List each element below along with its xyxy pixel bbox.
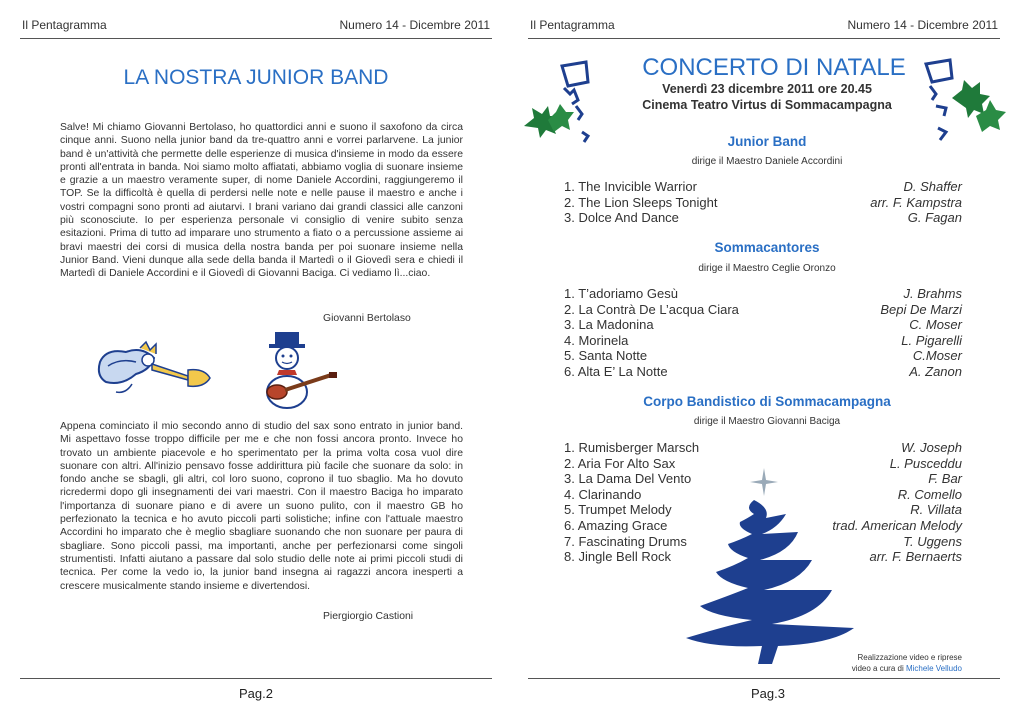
piece-title: 7. Fascinating Drums — [564, 533, 687, 549]
piece-title: 4. Morinela — [564, 332, 629, 348]
section-director: dirige il Maestro Giovanni Baciga — [693, 416, 841, 427]
christmas-tree-icon — [682, 498, 862, 664]
piece-composer: arr. F. Bernaerts — [869, 549, 962, 565]
program-item — [564, 286, 962, 302]
piece-title: 5. Santa Notte — [564, 348, 648, 364]
section-title-sommacantores: Sommacantores — [714, 240, 820, 255]
piece-title: 1. The Invicible Warrior — [564, 179, 697, 194]
piece-title: 1. T’adoriamo Gesù — [564, 286, 678, 301]
header-rule — [528, 38, 1000, 39]
video-credit — [852, 652, 962, 674]
piece-composer: D. Shaffer — [903, 179, 962, 194]
piece-composer: J. Brahms — [903, 286, 962, 301]
piece-composer: F. Bar — [928, 471, 962, 487]
footer-rule — [20, 678, 492, 679]
credit-name: Michele Velludo — [905, 664, 962, 673]
piece-title: 3. La Dama Del Vento — [564, 471, 692, 487]
concert-date: Venerdì 23 dicembre 2011 ore 20.45 — [662, 82, 872, 96]
piece-title: 2. La Contrà De L’acqua Ciara — [564, 301, 739, 317]
header-rule — [20, 38, 492, 39]
piece-title: 6. Alta E’ La Notte — [564, 363, 668, 379]
page-right — [512, 0, 1024, 725]
credit-line: Realizzazione video e riprese — [857, 653, 962, 662]
piece-composer: trad. American Melody — [832, 517, 962, 533]
article-paragraph-1: Salve! Mi chiamo Giovanni Bertolaso, ho quattordici anni e suono il saxofono da circa cinque anni. Suono nella junior band da tre-quattro anni e vorrei parlarvene. La junior band è un'attività che permette delle esperienze di musica d'insieme in modo da essere pronti all'entrata in banda. Noi siamo molto affiatati, abbiamo voglia di suonare insieme e grazie a un maestro veramente super, di nome Daniele Accordini, raggiungeremo il TOP. Se la difficoltà è quella di perdersi nelle note e nelle pause il maestro e anche i vostri compagni sono pronti ad aiutarvi. I brani variano dai grandi classici alle canzoni più sconosciute. Io per esperienza personale vi consiglio di venire subito senza esitazioni. Prima di tutto ad imparare uno strumento a fiato o a percussione assieme ai bravi maestri dei corsi di musica della nostra banda per poi suonare insieme nella Junior Band. Vieni dunque alla sede della banda il Martedì o il Giovedì sera e chiedi il Martedì di Daniele Accordini e il Giovedì di Giovanni Baciga. Ci vediamo lì...ciao. — [60, 122, 463, 280]
trumpet-angel-icon — [92, 340, 217, 400]
program-item — [564, 195, 962, 211]
program-item — [564, 210, 962, 226]
page-number: Pag.3 — [751, 686, 785, 701]
header-publication: Il Pentagramma — [22, 18, 107, 32]
article-title: LA NOSTRA JUNIOR BAND — [123, 66, 389, 89]
section-director: dirige il Maestro Daniele Accordini — [691, 156, 843, 167]
program-list-sommacantores — [564, 286, 962, 380]
author-signature-2: Piergiorgio Castioni — [323, 611, 414, 622]
piece-composer: A. Zanon — [909, 363, 962, 379]
piece-title: 4. Clarinando — [564, 486, 642, 502]
footer-rule — [528, 678, 1000, 679]
program-item — [564, 333, 962, 349]
music-note-holly-icon — [520, 60, 592, 150]
piece-composer: L. Pusceddu — [889, 455, 962, 471]
snowman-guitar-icon — [255, 330, 345, 410]
credit-prefix: video a cura di — [851, 664, 904, 673]
piece-title: 6. Amazing Grace — [564, 517, 668, 533]
piece-composer: C.Moser — [912, 348, 962, 364]
author-signature-1: Giovanni Bertolaso — [323, 313, 411, 324]
piece-title: 1. Rumisberger Marsch — [564, 440, 700, 455]
concert-venue: Cinema Teatro Virtus di Sommacampagna — [642, 98, 892, 112]
piece-composer: C. Moser — [909, 317, 962, 333]
star-icon — [750, 468, 778, 496]
piece-composer: Bepi De Marzi — [880, 301, 962, 317]
article-paragraph-2: Appena cominciato il mio secondo anno di studio del sax sono entrato in junior band. Mi aspettavo fosse troppo difficile per me e che non fossi ancora pronto. Invece ho trovato un ambiente piacevole e ho sperimentato per la prima volta cosa vuol dire suonare con altri. All'inizio pensavo fosse addirittura più facile che suonare da solo: in fondo anche se sbagli, gli altri, col loro suono, coprono il tuo sbaglio. Ma ho dovuto ricredermi dopo gli insegnamenti dei vari maestri. Con il maestro Baciga ho imparato l'importanza di suonare piano e di avere un suono pulito, con il maestro GB ho perfezionato la tecnica e ho avuto piccoli parti solistiche; infine con l'attuale maestro Accordini ho imparato che è meglio sbagliare suonando che non suonare per paura di sbagliare. Sono piccoli passi, ma importanti, anche per perfezionarsi come singoli strumentisti. Infatti aiutano a passare dal solo studio delle note ai primi piccoli studi di tecnica. Per come la vedo io, la junior band insegna ai ragazzi ancora inesperti a crescere musicalmente stando insieme e divertendosi. — [60, 421, 463, 592]
program-item — [564, 364, 962, 380]
program-item — [564, 348, 962, 364]
piece-title: 5. Trumpet Melody — [564, 502, 672, 518]
piece-title: 2. Aria For Alto Sax — [564, 455, 676, 471]
piece-title: 8. Jingle Bell Rock — [564, 549, 671, 565]
program-item — [564, 179, 962, 195]
piece-composer: G. Fagan — [907, 210, 962, 226]
section-director: dirige il Maestro Ceglie Oronzo — [698, 263, 836, 274]
concert-title: CONCERTO DI NATALE — [642, 54, 906, 81]
program-list-junior-band — [564, 179, 962, 226]
piece-composer: W. Joseph — [901, 440, 962, 455]
section-title-junior-band: Junior Band — [727, 134, 807, 149]
piece-title: 3. La Madonina — [564, 317, 654, 333]
program-item — [564, 302, 962, 318]
credit-line — [852, 663, 962, 674]
header-publication: Il Pentagramma — [530, 18, 615, 32]
piece-composer: T. Uggens — [903, 533, 962, 549]
page-number: Pag.2 — [239, 686, 273, 701]
piece-composer: arr. F. Kampstra — [870, 194, 962, 210]
piece-composer: L. Pigarelli — [901, 332, 962, 348]
piece-title: 3. Dolce And Dance — [564, 210, 679, 226]
piece-composer: R. Comello — [897, 486, 962, 502]
header-issue: Numero 14 - Dicembre 2011 — [847, 18, 998, 32]
piece-composer: R. Villata — [910, 502, 962, 518]
program-item — [564, 440, 962, 456]
program-item — [564, 317, 962, 333]
piece-title: 2. The Lion Sleeps Tonight — [564, 194, 718, 210]
header-issue: Numero 14 - Dicembre 2011 — [339, 18, 490, 32]
section-title-corpo-bandistico: Corpo Bandistico di Sommacampagna — [643, 394, 891, 409]
